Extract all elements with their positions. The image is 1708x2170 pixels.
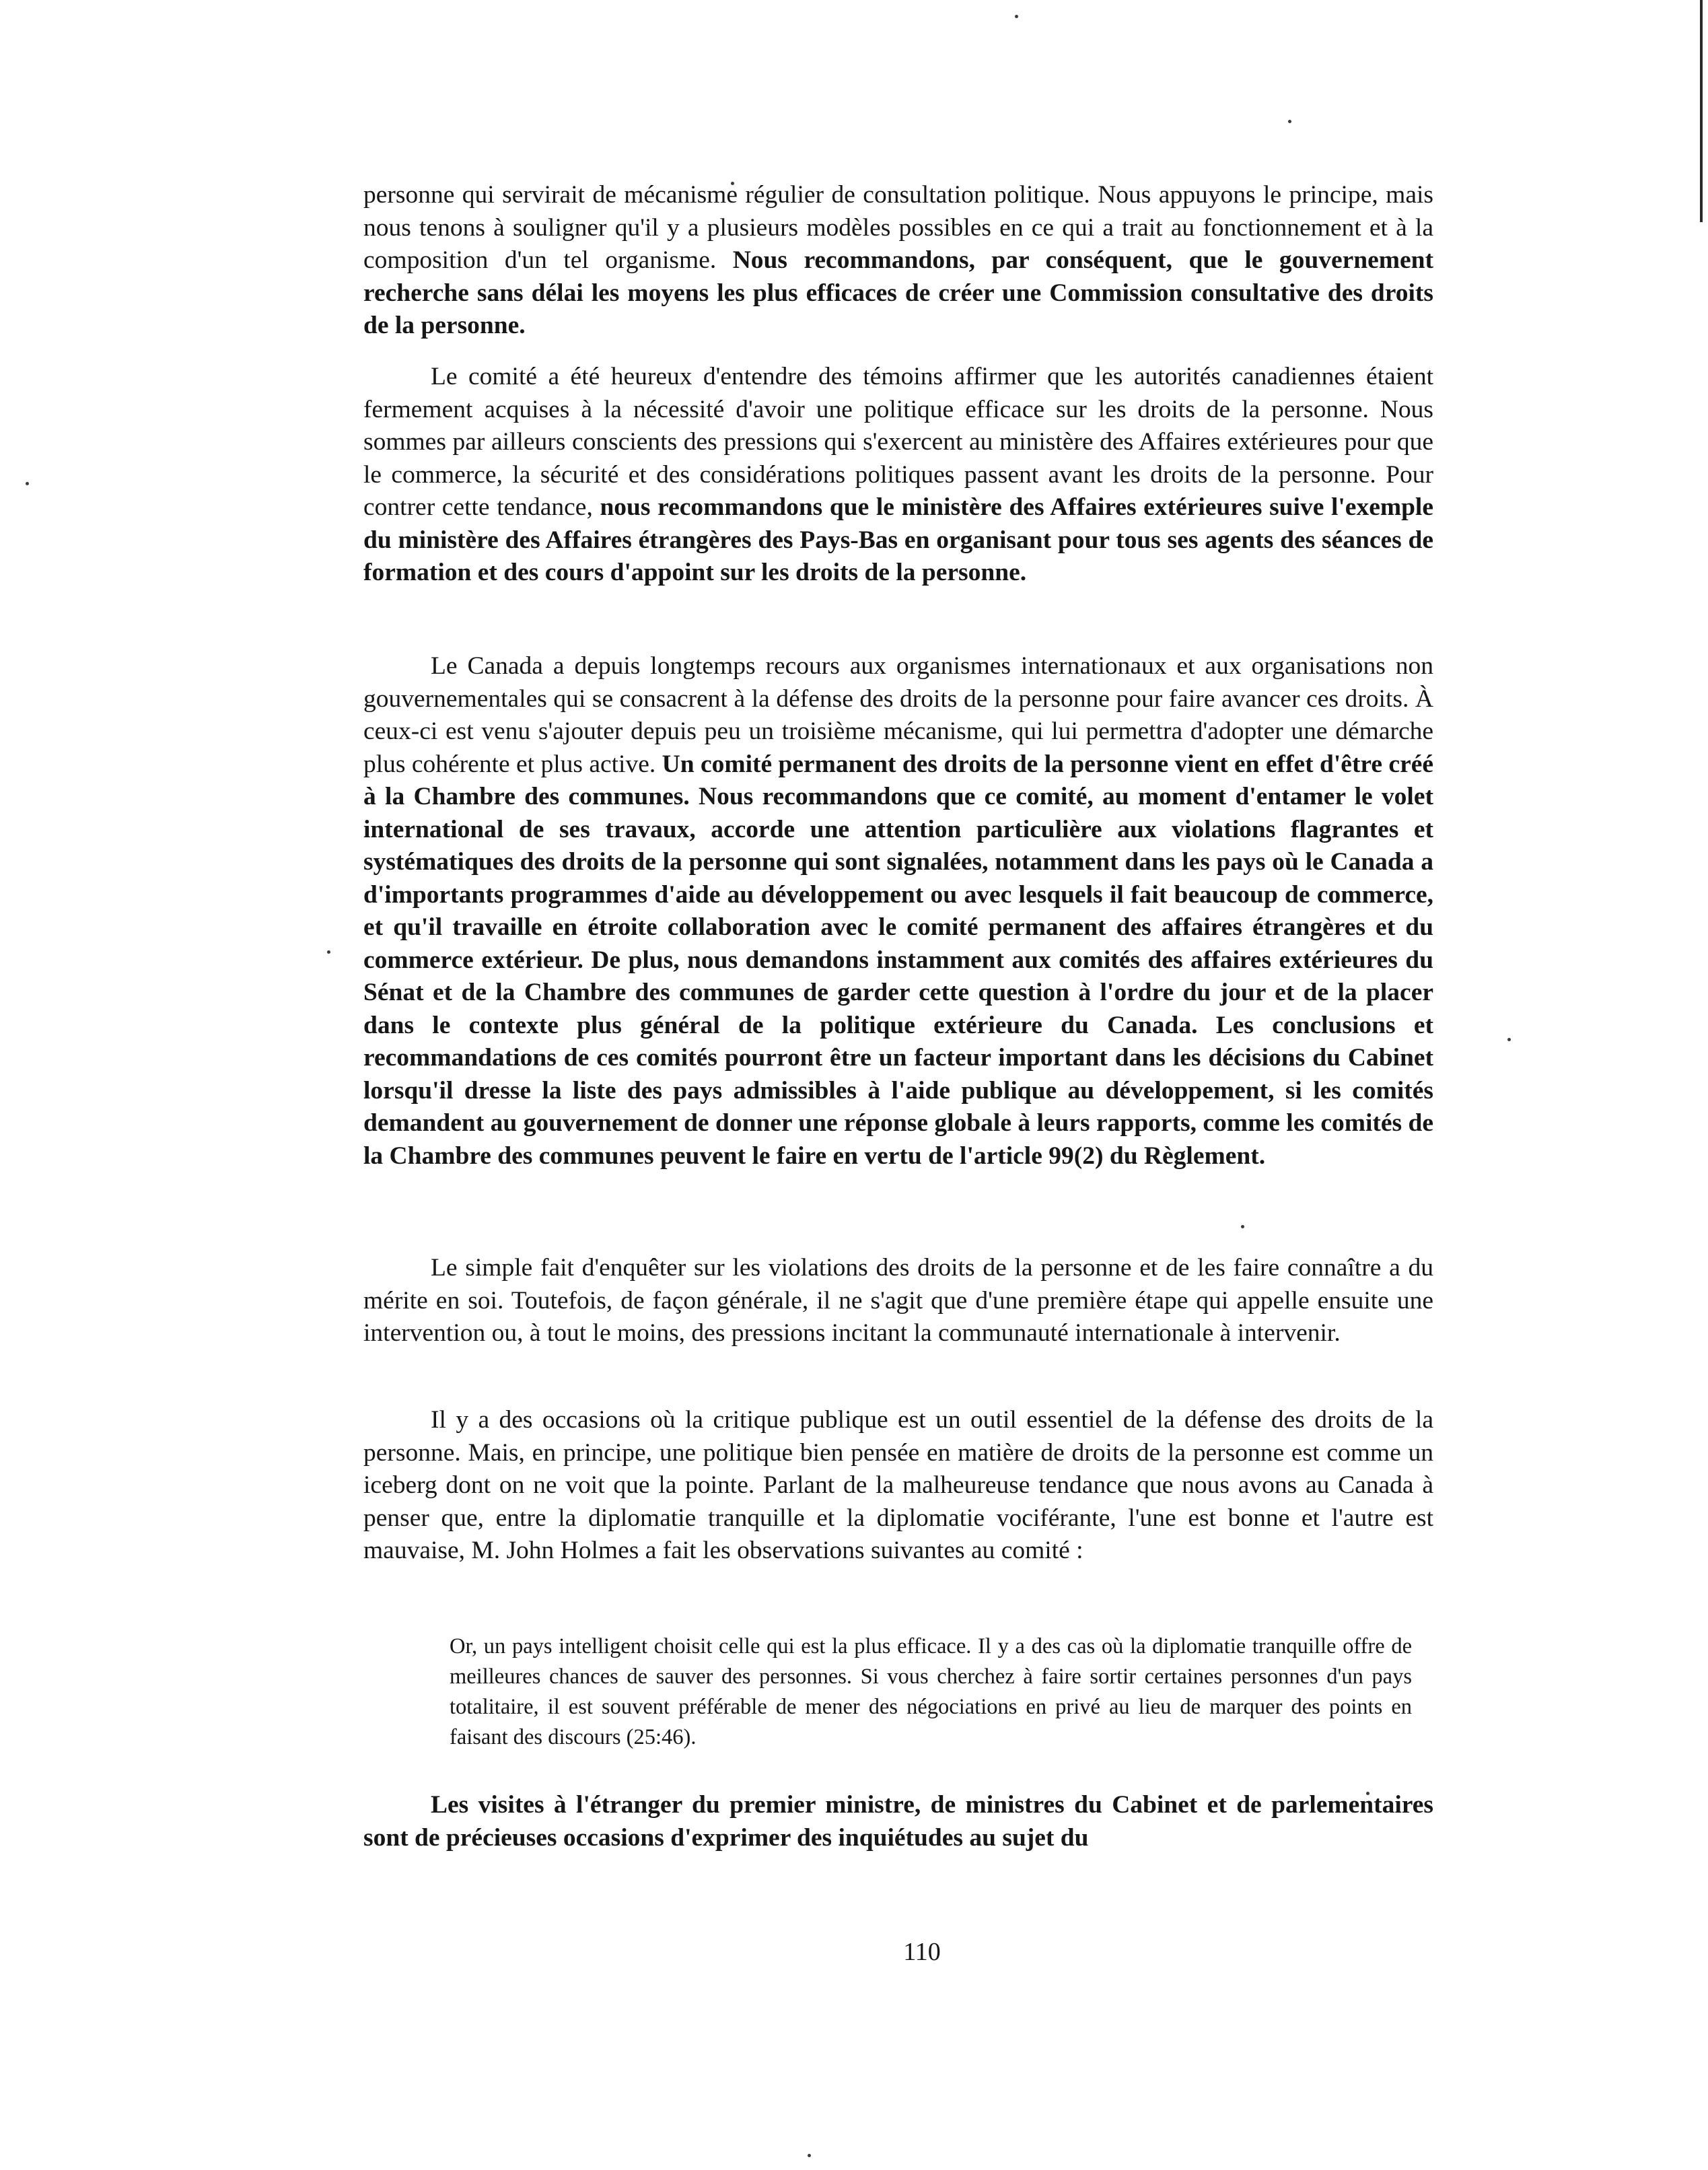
paragraph-1 — [363, 179, 1433, 343]
paragraph-6-text: Les visites à l'étranger du premier ministre, de ministres du Cabinet et de parlementaires sont de précieuses occasions d'exprimer des inquiétudes au sujet du — [363, 1791, 1433, 1852]
paragraph-4 — [363, 1252, 1433, 1350]
scan-speck — [1241, 1225, 1244, 1228]
paragraph-2-text: Le comité a été heureux d'entendre des témoins affirmer que les autorités canadiennes étaient fermement acquises à la nécessité d'avoir une politique efficace sur les droits de la personne. Nous sommes par ailleurs conscients des pressions qui s'exercent au ministère des Affaires extérieures pour que le commerce, la sécurité et des considérations politiques passent avant les droits de la personne. Pour contrer cette tendance, — [363, 363, 1433, 521]
scan-speck — [1015, 15, 1018, 18]
page-number: 110 — [903, 1938, 941, 1966]
paragraph-4-text: Le simple fait d'enquêter sur les violations des droits de la personne et de les faire connaître a du mérite en soi. Toutefois, de façon générale, il ne s'agit que d'une première étape qui appelle ensuite une intervention ou, à tout le moins, des pressions incitant la communauté internationale à intervenir. — [363, 1254, 1433, 1347]
scan-speck — [1288, 120, 1291, 123]
paragraph-1-text: personne qui servirait de mécanisme régulier de consultation politique. Nous appuyons le principe, mais nous tenons à souligner qu'il y a plusieurs modèles possibles en ce qui a trait au fonctionnement et à la composition d'un tel organisme. — [363, 181, 1433, 274]
scan-edge-mark — [1700, 0, 1703, 222]
paragraph-1-recommendation: Nous recommandons, par conséquent, que le gouvernement recherche sans délai les moyens les plus efficaces de créer une Commission consultative des droits de la personne. — [363, 246, 1433, 339]
paragraph-2-recommendation: nous recommandons que le ministère des Affaires extérieures suive l'exemple du ministère des Affaires étrangères des Pays-Bas en organisant pour tous ses agents des séances de formation et des cours d'appoint sur les droits de la personne. — [363, 493, 1433, 586]
block-quote: Or, un pays intelligent choisit celle qui est la plus efficace. Il y a des cas où la diplomatie tranquille offre de meilleures chances de sauver des personnes. Si vous cherchez à faire sortir certaines personnes d'un pays totalitaire, il est souvent préférable de mener des négociations en privé au lieu de marquer des points en faisant des discours (25:46). — [450, 1634, 1412, 1749]
paragraph-2 — [363, 361, 1433, 590]
paragraph-5-text: Il y a des occasions où la critique publique est un outil essentiel de la défense des droits de la personne. Mais, en principe, une politique bien pensée en matière de droits de la personne est comme un iceberg dont on ne voit que la pointe. Parlant de la malheureuse tendance que nous avons au Canada à penser que, entre la diplomatie tranquille et la diplomatie vociférante, l'une est bonne et l'autre est mauvaise, M. John Holmes a fait les observations suivantes au comité : — [363, 1406, 1433, 1564]
scan-speck — [808, 2154, 811, 2157]
scan-speck — [26, 482, 29, 485]
paragraph-3-recommendation: Un comité permanent des droits de la personne vient en effet d'être créé à la Chambre des communes. Nous recommandons que ce comité, au moment d'entamer le volet international de ses travaux, accorde une attention particulière aux violations flagrantes et systématiques des droits de la personne qui sont signalées, notamment dans les pays où le Canada a d'importants programmes d'aide au développement ou avec lesquels il fait beaucoup de commerce, et qu'il travaille en étroite collaboration avec le comité permanent des affaires étrangères et du commerce extérieur. De plus, nous demandons instamment aux comités des affaires extérieures du Sénat et de la Chambre des communes de garder cette question à l'ordre du jour et de la placer dans le contexte plus général de la politique extérieure du Canada. Les conclusions et recommandations de ces comités pourront être un facteur important dans les décisions du Cabinet lorsqu'il dresse la liste des pays admissibles à l'aide publique au développement, si les comités demandent au gouvernement de donner une réponse globale à leurs rapports, comme les comités de la Chambre des communes peuvent le faire en vertu de l'article 99(2) du Règlement. — [363, 750, 1434, 1170]
paragraph-3 — [363, 650, 1433, 1172]
paragraph-6 — [363, 1789, 1433, 1854]
scan-speck — [1507, 1038, 1511, 1041]
paragraph-5 — [363, 1404, 1433, 1568]
paragraph-3-text: Le Canada a depuis longtemps recours aux organismes internationaux et aux organisations non gouvernementales qui se consacrent à la défense des droits de la personne pour faire avancer ces droits. À ceux-ci est venu s'ajouter depuis peu un troisième mécanisme, qui lui permettra d'adopter une démarche plus cohérente et plus active. — [363, 652, 1433, 778]
scan-speck — [327, 950, 330, 954]
